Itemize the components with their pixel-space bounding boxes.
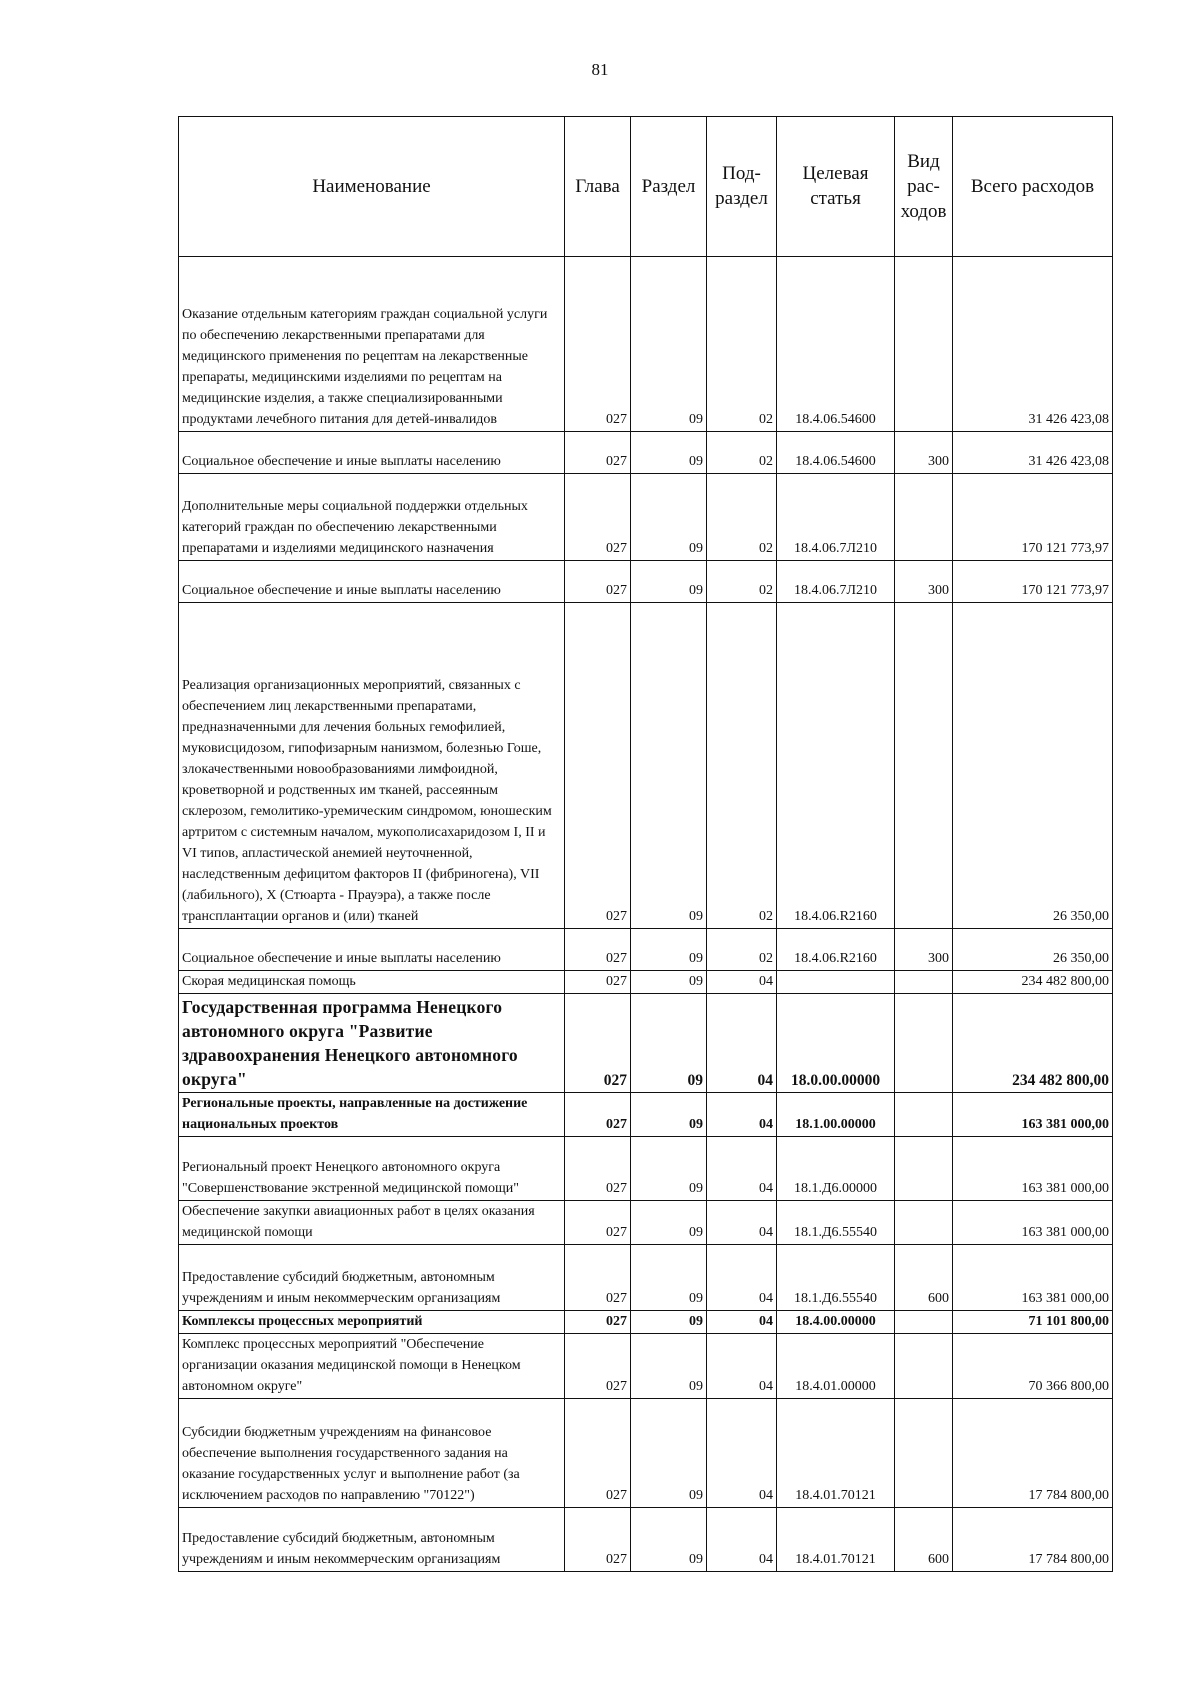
- table-row: [179, 1311, 1113, 1334]
- row-name: Предоставление субсидий бюджетным, автономным учреждениям и иным некоммерческим организациям: [179, 1245, 565, 1311]
- row-total: 71 101 800,00: [953, 1311, 1113, 1334]
- row-name: Предоставление субсидий бюджетным, автономным учреждениям и иным некоммерческим организациям: [179, 1508, 565, 1572]
- row-target: 18.4.00.00000: [777, 1311, 895, 1334]
- row-target: 18.0.00.00000: [777, 994, 895, 1093]
- row-chapter: 027: [565, 603, 631, 929]
- table-row: [179, 1399, 1113, 1508]
- column-header-target: Целевая статья: [777, 117, 895, 257]
- column-header-subsection: Под-раздел: [707, 117, 777, 257]
- row-subsection: 04: [707, 994, 777, 1093]
- row-kind: 300: [895, 432, 953, 474]
- row-kind: 600: [895, 1508, 953, 1572]
- row-chapter: 027: [565, 1334, 631, 1399]
- column-header-name: Наименование: [179, 117, 565, 257]
- row-section: 09: [631, 1245, 707, 1311]
- row-chapter: 027: [565, 1093, 631, 1137]
- row-name: Реализация организационных мероприятий, связанных с обеспечением лиц лекарственными препаратами, предназначенными для лечения больных гемофилией, муковисцидозом, гипофизарным нанизмом, болезнью Гоше, злокачественными новообразованиями лимфоидной, кроветворной и родственных им тканей, рассеянным склерозом, гемолитико-уремическим синдромом, юношеским артритом с системным началом, мукополисахаридозом I, II и VI типов, апластической анемией неуточненной, наследственным дефицитом факторов II (фибриногена), VII (лабильного), X (Стюарта - Прауэра), а также после трансплантации органов и (или) тканей: [179, 603, 565, 929]
- row-section: 09: [631, 994, 707, 1093]
- row-subsection: 04: [707, 1201, 777, 1245]
- row-total: 31 426 423,08: [953, 257, 1113, 432]
- row-subsection: 04: [707, 1508, 777, 1572]
- row-chapter: 027: [565, 929, 631, 971]
- row-section: 09: [631, 474, 707, 561]
- table-row: [179, 1201, 1113, 1245]
- row-kind: 300: [895, 561, 953, 603]
- row-target: 18.4.06.R2160: [777, 603, 895, 929]
- row-section: 09: [631, 1334, 707, 1399]
- row-total: 234 482 800,00: [953, 994, 1113, 1093]
- row-total: 163 381 000,00: [953, 1093, 1113, 1137]
- row-subsection: 04: [707, 1334, 777, 1399]
- row-kind: [895, 994, 953, 1093]
- row-name: Региональный проект Ненецкого автономного округа "Совершенствование экстренной медицинской помощи": [179, 1137, 565, 1201]
- row-name: Государственная программа Ненецкого автономного округа "Развитие здравоохранения Ненецкого автономного округа": [179, 994, 565, 1093]
- table-row: [179, 1093, 1113, 1137]
- row-kind: [895, 1137, 953, 1201]
- row-chapter: 027: [565, 561, 631, 603]
- row-chapter: 027: [565, 1508, 631, 1572]
- row-section: 09: [631, 257, 707, 432]
- row-target: 18.4.06.7Л210: [777, 474, 895, 561]
- row-total: 17 784 800,00: [953, 1399, 1113, 1508]
- row-name: Региональные проекты, направленные на достижение национальных проектов: [179, 1093, 565, 1137]
- row-target: 18.4.01.70121: [777, 1508, 895, 1572]
- row-chapter: 027: [565, 994, 631, 1093]
- row-total: 234 482 800,00: [953, 971, 1113, 994]
- row-total: 26 350,00: [953, 929, 1113, 971]
- column-header-kind: Вид рас-ходов: [895, 117, 953, 257]
- row-chapter: 027: [565, 971, 631, 994]
- row-total: 163 381 000,00: [953, 1137, 1113, 1201]
- row-section: 09: [631, 603, 707, 929]
- row-name: Скорая медицинская помощь: [179, 971, 565, 994]
- row-subsection: 02: [707, 929, 777, 971]
- row-target: 18.1.00.00000: [777, 1093, 895, 1137]
- budget-table: [178, 116, 1113, 1572]
- row-name: Обеспечение закупки авиационных работ в целях оказания медицинской помощи: [179, 1201, 565, 1245]
- row-section: 09: [631, 1311, 707, 1334]
- row-kind: [895, 1201, 953, 1245]
- row-kind: [895, 1311, 953, 1334]
- row-total: 31 426 423,08: [953, 432, 1113, 474]
- column-header-total: Всего расходов: [953, 117, 1113, 257]
- row-target: 18.4.01.00000: [777, 1334, 895, 1399]
- row-kind: [895, 1334, 953, 1399]
- row-kind: 600: [895, 1245, 953, 1311]
- table-row: [179, 1137, 1113, 1201]
- row-section: 09: [631, 1137, 707, 1201]
- table-row: [179, 1334, 1113, 1399]
- row-subsection: 02: [707, 432, 777, 474]
- row-section: 09: [631, 1508, 707, 1572]
- row-subsection: 02: [707, 561, 777, 603]
- row-kind: [895, 971, 953, 994]
- page-number: 81: [591, 60, 609, 79]
- row-name: Дополнительные меры социальной поддержки отдельных категорий граждан по обеспечению лекарственными препаратами и изделиями медицинского назначения: [179, 474, 565, 561]
- table-row: [179, 432, 1113, 474]
- table-row: [179, 1508, 1113, 1572]
- row-chapter: 027: [565, 1137, 631, 1201]
- row-subsection: 02: [707, 257, 777, 432]
- row-subsection: 04: [707, 1093, 777, 1137]
- row-kind: [895, 1399, 953, 1508]
- row-total: 26 350,00: [953, 603, 1113, 929]
- row-target: [777, 971, 895, 994]
- table-row: [179, 561, 1113, 603]
- table-row: [179, 1245, 1113, 1311]
- table-row: [179, 971, 1113, 994]
- row-total: 170 121 773,97: [953, 561, 1113, 603]
- row-target: 18.1.Д6.00000: [777, 1137, 895, 1201]
- row-kind: [895, 603, 953, 929]
- row-subsection: 04: [707, 1399, 777, 1508]
- row-section: 09: [631, 1399, 707, 1508]
- row-total: 70 366 800,00: [953, 1334, 1113, 1399]
- row-chapter: 027: [565, 474, 631, 561]
- row-subsection: 04: [707, 1137, 777, 1201]
- row-total: 163 381 000,00: [953, 1201, 1113, 1245]
- row-kind: [895, 1093, 953, 1137]
- row-name: Оказание отдельным категориям граждан социальной услуги по обеспечению лекарственными препаратами для медицинского применения по рецептам на лекарственные препараты, медицинскими изделиями по рецептам на медицинские изделия, а также специализированными продуктами лечебного питания для детей-инвалидов: [179, 257, 565, 432]
- row-subsection: 04: [707, 971, 777, 994]
- row-name: Комплексы процессных мероприятий: [179, 1311, 565, 1334]
- row-kind: 300: [895, 929, 953, 971]
- row-target: 18.1.Д6.55540: [777, 1201, 895, 1245]
- header-row: [179, 117, 1113, 257]
- row-subsection: 02: [707, 474, 777, 561]
- row-target: 18.4.06.R2160: [777, 929, 895, 971]
- row-chapter: 027: [565, 432, 631, 474]
- table-row: [179, 929, 1113, 971]
- row-section: 09: [631, 561, 707, 603]
- row-chapter: 027: [565, 1311, 631, 1334]
- row-name: Субсидии бюджетным учреждениям на финансовое обеспечение выполнения государственного задания на оказание государственных услуг и выполнение работ (за исключением расходов по направлению "70122"): [179, 1399, 565, 1508]
- row-total: 170 121 773,97: [953, 474, 1113, 561]
- row-name: Социальное обеспечение и иные выплаты населению: [179, 561, 565, 603]
- row-subsection: 04: [707, 1311, 777, 1334]
- row-kind: [895, 474, 953, 561]
- row-kind: [895, 257, 953, 432]
- row-target: 18.4.06.7Л210: [777, 561, 895, 603]
- table-row: [179, 994, 1113, 1093]
- row-total: 163 381 000,00: [953, 1245, 1113, 1311]
- row-chapter: 027: [565, 1201, 631, 1245]
- table-row: [179, 603, 1113, 929]
- row-name: Социальное обеспечение и иные выплаты населению: [179, 929, 565, 971]
- row-total: 17 784 800,00: [953, 1508, 1113, 1572]
- row-section: 09: [631, 971, 707, 994]
- row-target: 18.1.Д6.55540: [777, 1245, 895, 1311]
- row-name: Социальное обеспечение и иные выплаты населению: [179, 432, 565, 474]
- column-header-section: Раздел: [631, 117, 707, 257]
- row-target: 18.4.06.54600: [777, 257, 895, 432]
- table-row: [179, 257, 1113, 432]
- row-target: 18.4.01.70121: [777, 1399, 895, 1508]
- row-section: 09: [631, 432, 707, 474]
- row-section: 09: [631, 1201, 707, 1245]
- row-subsection: 04: [707, 1245, 777, 1311]
- table-row: [179, 474, 1113, 561]
- row-section: 09: [631, 1093, 707, 1137]
- row-chapter: 027: [565, 1245, 631, 1311]
- row-chapter: 027: [565, 257, 631, 432]
- row-subsection: 02: [707, 603, 777, 929]
- column-header-chapter: Глава: [565, 117, 631, 257]
- row-name: Комплекс процессных мероприятий "Обеспечение организации оказания медицинской помощи в Ненецком автономном округе": [179, 1334, 565, 1399]
- row-chapter: 027: [565, 1399, 631, 1508]
- row-target: 18.4.06.54600: [777, 432, 895, 474]
- row-section: 09: [631, 929, 707, 971]
